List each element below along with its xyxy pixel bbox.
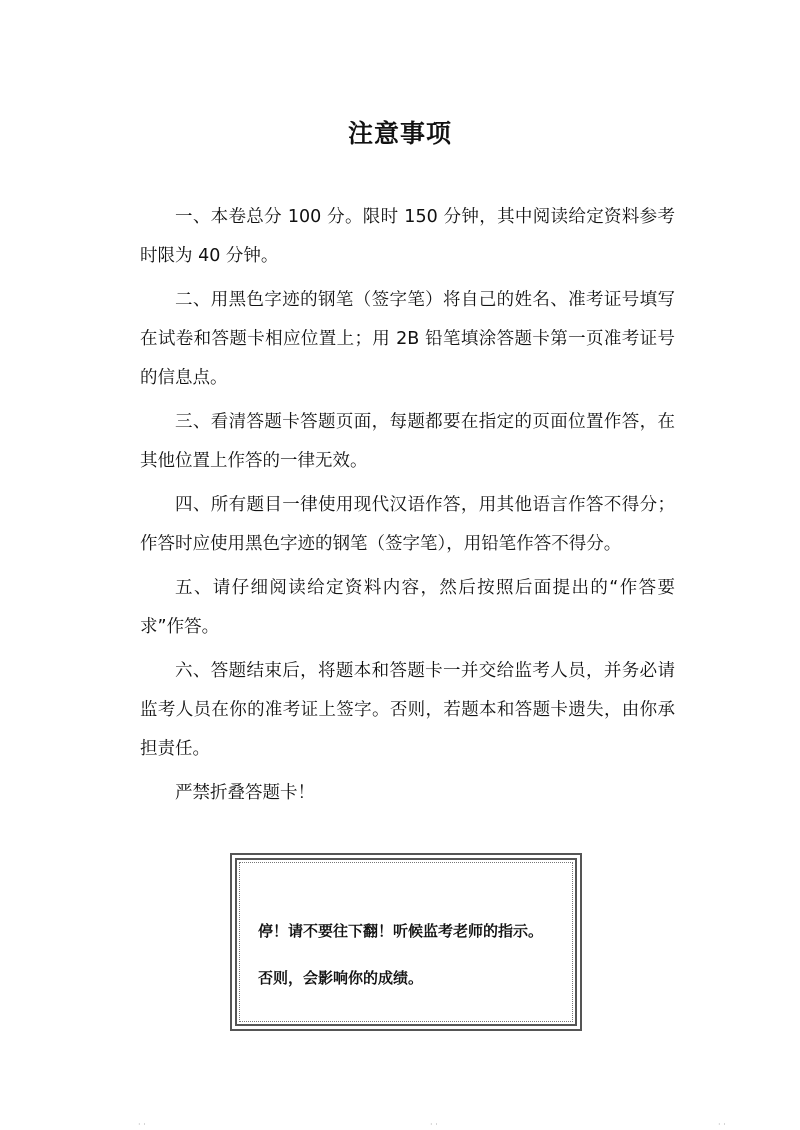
scan-speck: · · (718, 1120, 726, 1129)
note-item-2: 二、用黑色字迹的钢笔（签字笔）将自己的姓名、准考证号填写在试卷和答题卡相应位置上；用 2B 铅笔填涂答题卡第一页准考证号的信息点。 (140, 290, 675, 388)
scan-speck: · · (138, 1120, 146, 1129)
stop-notice-line-1: 停！请不要往下翻！听候监考老师的指示。 (258, 922, 544, 940)
stop-notice-line-2: 否则，会影响你的成绩。 (258, 969, 424, 987)
note-item-5: 五、请仔细阅读给定资料内容，然后按照后面提出的“作答要求”作答。 (140, 578, 675, 637)
notes-section (140, 198, 675, 813)
note-item-6: 六、答题结束后，将题本和答题卡一并交给监考人员，并务必请监考人员在你的准考证上签字。否则，若题本和答题卡遗失，由你承担责任。 (140, 661, 675, 759)
warning-text: 严禁折叠答题卡！ (175, 783, 315, 803)
page-title: 注意事项 (347, 119, 452, 148)
scan-speck: · · (430, 1120, 438, 1129)
stop-notice-box (230, 853, 582, 1031)
note-item-4: 四、所有题目一律使用现代汉语作答，用其他语言作答不得分；作答时应使用黑色字迹的钢笔（签字笔），用铅笔作答不得分。 (140, 495, 675, 554)
note-item-1: 一、本卷总分 100 分。限时 150 分钟，其中阅读给定资料参考时限为 40 分钟。 (140, 207, 675, 266)
note-item-3: 三、看清答题卡答题页面，每题都要在指定的页面位置作答，在其他位置上作答的一律无效。 (140, 412, 675, 471)
